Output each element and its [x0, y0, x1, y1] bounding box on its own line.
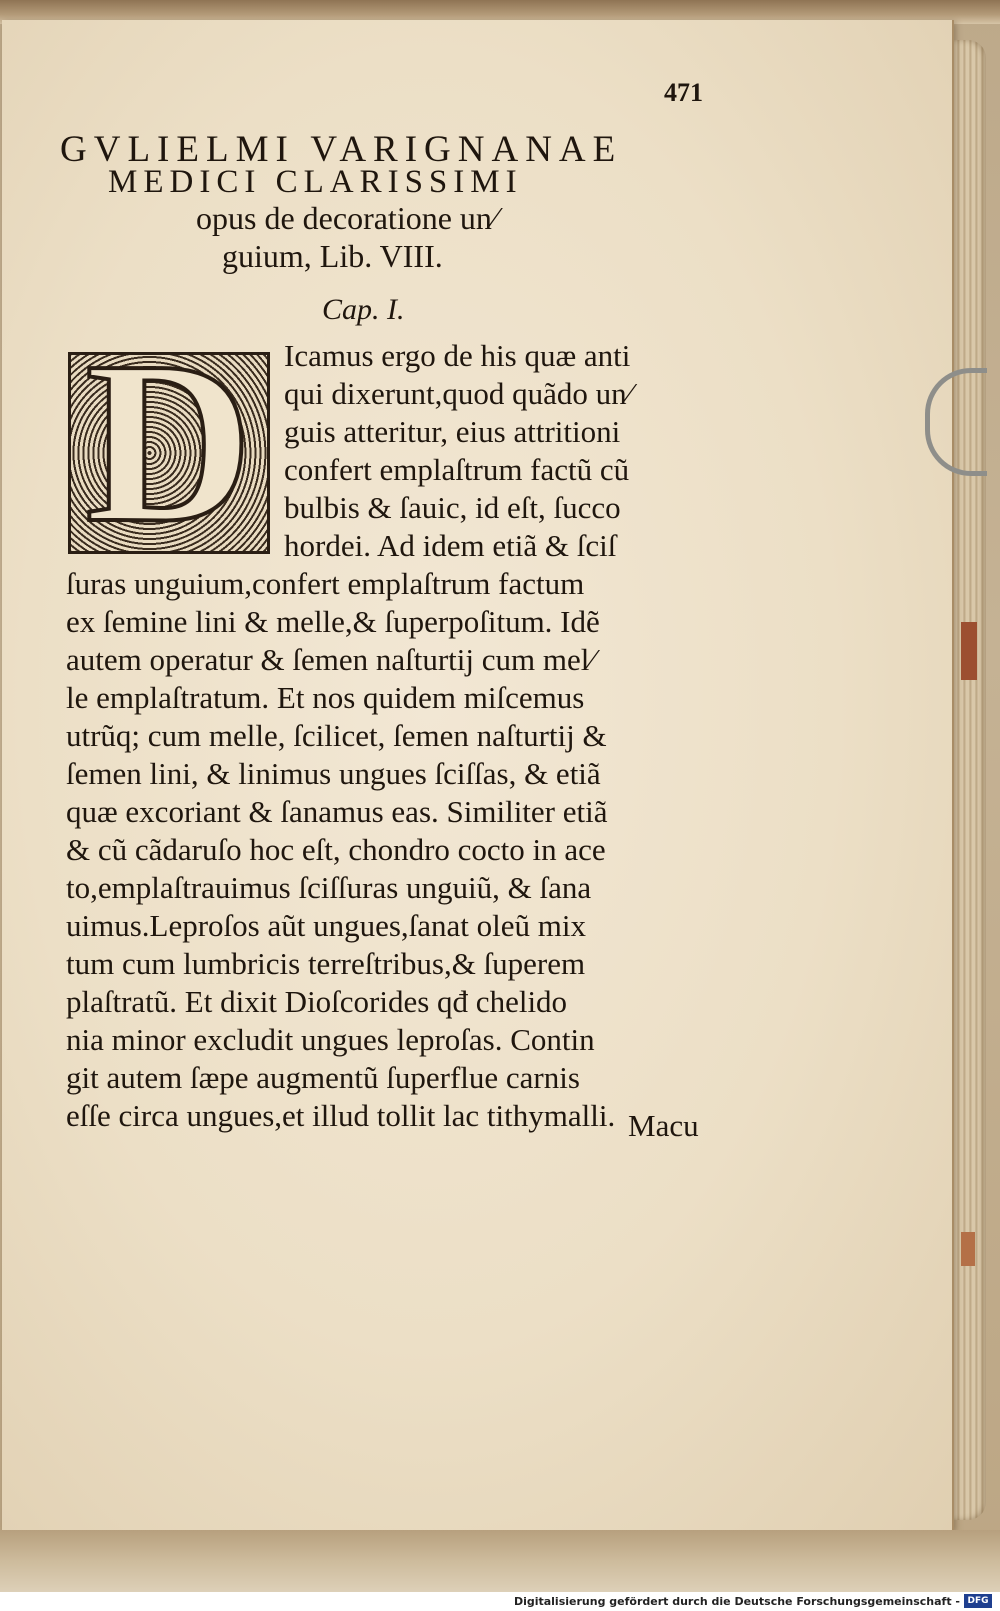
body-line: nia minor excludit ungues leproſas. Contin — [66, 1022, 595, 1057]
funding-note: Digitalisierung gefördert durch die Deutsche Forschungsgemeinschaft - — [513, 1595, 960, 1608]
body-line: le emplaſtratum. Et nos quidem miſcemus — [66, 680, 585, 715]
body-line: utrũq; cum melle, ſcilicet, ſemen naſturtij & — [66, 718, 607, 753]
body-line: guis atteritur, eius attritioni — [284, 414, 621, 449]
body-line: ſuras unguium,confert emplaſtrum factum — [66, 566, 585, 601]
subtitle-line-1: opus de decoratione un⁄ — [196, 200, 498, 236]
body-line: Icamus ergo de his quæ anti — [284, 338, 631, 373]
body-line: eſſe circa ungues,et illud tollit lac tithymalli. — [66, 1098, 616, 1133]
title-line-2: MEDICI CLARISSIMI — [108, 164, 523, 200]
body-line: qui dixerunt,quod quãdo un⁄ — [284, 376, 632, 411]
dfg-logo: DFG — [964, 1594, 992, 1608]
body-line: ex ſemine lini & melle,& ſuperpoſitum. Idẽ — [66, 604, 600, 639]
body-line: tum cum lumbricis terreſtribus,& ſuperem — [66, 946, 586, 981]
subtitle-line-2: guium, Lib. VIII. — [222, 238, 443, 274]
body-line: quæ excoriant & ſanamus eas. Similiter etiã — [66, 794, 608, 829]
title-line-1: GVLIELMI VARIGNANAE — [60, 129, 623, 170]
body-line: & cũ cãdaruſo hoc eſt, chondro cocto in ace — [66, 832, 606, 867]
drop-cap-initial — [68, 352, 270, 554]
body-line: autem operatur & ſemen naſturtij cum mel⁄ — [66, 642, 595, 677]
body-line: to,emplaſtrauimus ſciſſuras unguiũ, & ſana — [66, 870, 592, 905]
body-line: confert emplaſtrum factũ cũ — [284, 452, 630, 487]
body-line: plaſtratũ. Et dixit Dioſcorides qđ chelido — [66, 984, 568, 1019]
chapter-label: Cap. I. — [322, 293, 405, 326]
catchword: Macu — [628, 1108, 699, 1143]
page-number: 471 — [664, 78, 703, 107]
body-line: uimus.Leproſos aũt ungues,ſanat oleũ mix — [66, 908, 587, 943]
bookmark-tab — [961, 622, 977, 680]
drop-cap-letter: D — [85, 352, 253, 554]
body-line: git autem ſæpe augmentũ ſuperflue carnis — [66, 1060, 580, 1095]
book-bottom-edge — [0, 1530, 1000, 1592]
body-line: hordei. Ad idem etiã & ſciſ — [284, 528, 617, 563]
body-line: ſemen lini, & linimus ungues ſciſſas, & etiã — [66, 756, 601, 791]
bookmark-tab-lower — [961, 1232, 975, 1266]
body-line: bulbis & ſauic, id eſt, ſucco — [284, 490, 621, 525]
